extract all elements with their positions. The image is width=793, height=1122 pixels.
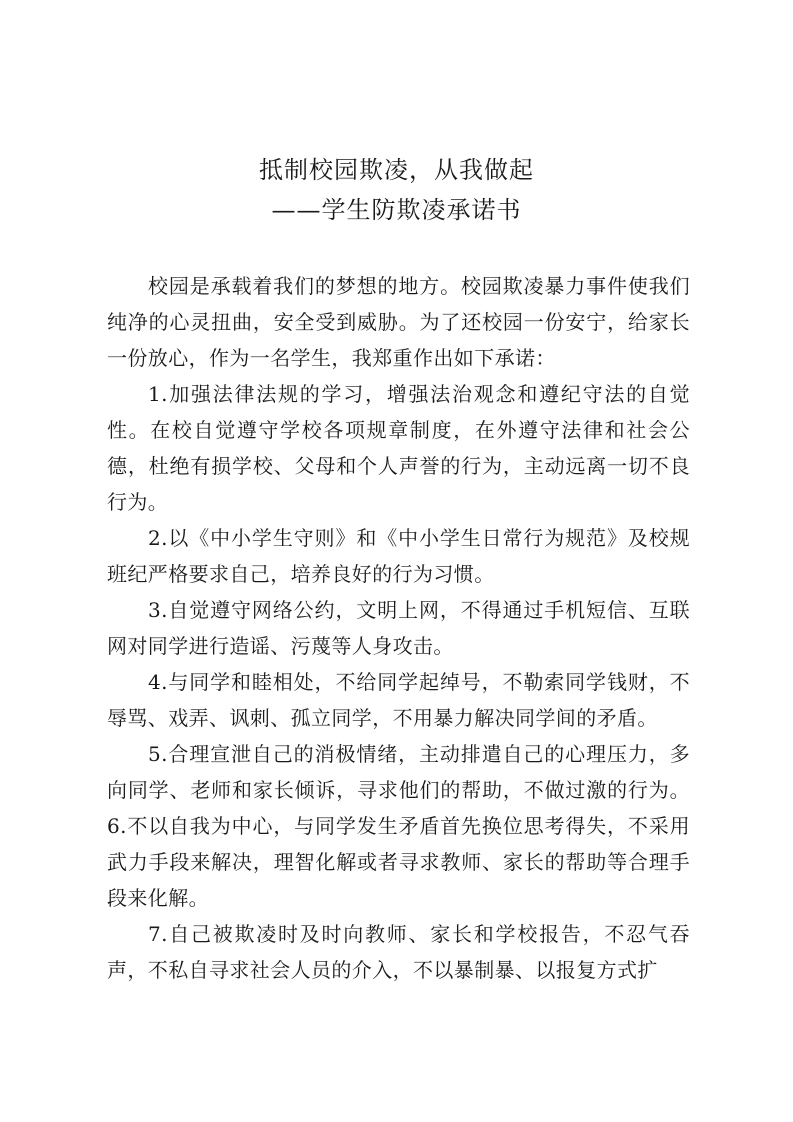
paragraph-item-4: 4.与同学和睦相处，不给同学起绰号，不勒索同学钱财，不辱骂、戏弄、讽刺、孤立同学，不用暴力解决同学间的矛盾。 — [107, 670, 690, 730]
paragraph-item-1: 1.加强法律法规的学习，增强法治观念和遵纪守法的自觉性。在校自觉遵守学校各项规章制度，在外遵守法律和社会公德，杜绝有损学校、父母和个人声誉的行为，主动远离一切不良行为。 — [107, 382, 690, 514]
paragraph-item-2: 2.以《中小学生守则》和《中小学生日常行为规范》及校规班纪严格要求自己，培养良好的行为习惯。 — [107, 526, 690, 586]
paragraph-item-3: 3.自觉遵守网络公约，文明上网，不得通过手机短信、互联网对同学进行造谣、污蔑等人身攻击。 — [107, 598, 690, 658]
document-title: 抵制校园欺凌，从我做起 — [259, 156, 534, 184]
paragraph-item-7: 7.自己被欺凌时及时向教师、家长和学校报告，不忍气吞声，不私自寻求社会人员的介入，不以暴制暴、以报复方式扩 — [107, 922, 690, 982]
paragraph-item-5-6: 5.合理宣泄自己的消极情绪，主动排遣自己的心理压力，多向同学、老师和家长倾诉，寻求他们的帮助，不做过激的行为。6.不以自我为中心，与同学发生矛盾首先换位思考得失，不采用武力手段来解决，理智化解或者寻求教师、家长的帮助等合理手段来化解。 — [107, 742, 690, 910]
paragraph-intro: 校园是承载着我们的梦想的地方。校园欺凌暴力事件使我们纯净的心灵扭曲，安全受到威胁。为了还校园一份安宁，给家长一份放心，作为一名学生，我郑重作出如下承诺： — [107, 274, 690, 370]
document-body — [107, 268, 690, 988]
title-block — [0, 150, 793, 230]
document-subtitle: ——学生防欺凌承诺书 — [271, 196, 522, 224]
